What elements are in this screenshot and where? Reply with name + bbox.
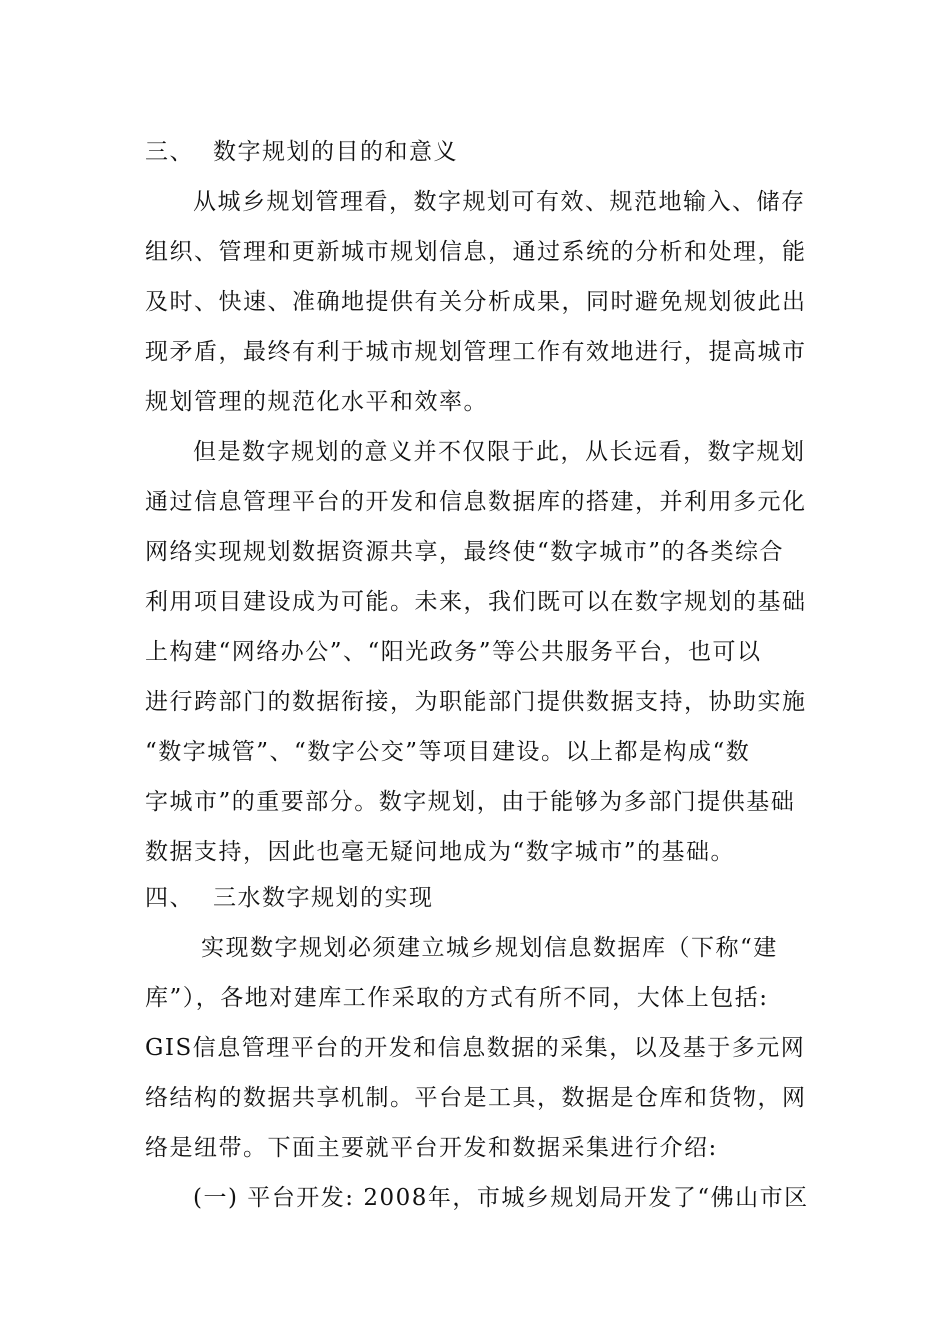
section-title: 数字规划的目的和意义 — [213, 139, 458, 165]
paragraph-line: 但是数字规划的意义并不仅限于此，从长远看，数字规划 — [193, 439, 806, 465]
paragraph-line: 规划管理的规范化水平和效率。 — [145, 389, 488, 415]
paragraph-line: 从城乡规划管理看，数字规划可有效、规范地输入、储存 — [193, 189, 806, 215]
paragraph-line: “数字城管”、“数字公交”等项目建设。以上都是构成“数 — [145, 739, 751, 765]
paragraph-line: 库”），各地对建库工作采取的方式有所不同，大体上包括: — [145, 985, 769, 1011]
paragraph-line: 数据支持，因此也毫无疑问地成为“数字城市”的基础。 — [145, 839, 736, 865]
section-title: 三水数字规划的实现 — [213, 885, 434, 911]
paragraph-line: 实现数字规划必须建立城乡规划信息数据库（下称“建 — [201, 935, 778, 961]
paragraph-line: GIS信息管理平台的开发和信息数据的采集，以及基于多元网 — [145, 1035, 806, 1061]
section-number: 三、 — [145, 139, 194, 165]
paragraph-line: 进行跨部门的数据衔接，为职能部门提供数据支持，协助实施 — [145, 689, 807, 715]
paragraph-line: 络结构的数据共享机制。平台是工具，数据是仓库和货物，网 — [145, 1085, 807, 1111]
paragraph-line: (一) 平台开发: 2008年，市城乡规划局开发了“佛山市区 — [193, 1185, 809, 1211]
paragraph-line: 通过信息管理平台的开发和信息数据库的搭建，并利用多元化 — [145, 489, 807, 515]
paragraph-line: 络是纽带。下面主要就平台开发和数据采集进行介绍: — [145, 1135, 718, 1161]
section-heading-3 — [145, 127, 815, 177]
paragraph-line: 网络实现规划数据资源共享，最终使“数字城市”的各类综合 — [145, 539, 785, 565]
paragraph-line: 及时、快速、准确地提供有关分析成果，同时避免规划彼此出 — [145, 289, 807, 315]
paragraph-line: 组织、管理和更新城市规划信息，通过系统的分析和处理，能 — [145, 239, 807, 265]
paragraph-line: 现矛盾，最终有利于城市规划管理工作有效地进行，提高城市 — [145, 339, 807, 365]
section-number: 四、 — [145, 885, 194, 911]
section-heading-4 — [145, 873, 815, 923]
paragraph-line: 字城市”的重要部分。数字规划，由于能够为多部门提供基础 — [145, 789, 796, 815]
paragraph-line: 上构建“网络办公”、“阳光政务”等公共服务平台，也可以 — [145, 639, 762, 665]
paragraph-line: 利用项目建设成为可能。未来，我们既可以在数字规划的基础 — [145, 589, 807, 615]
